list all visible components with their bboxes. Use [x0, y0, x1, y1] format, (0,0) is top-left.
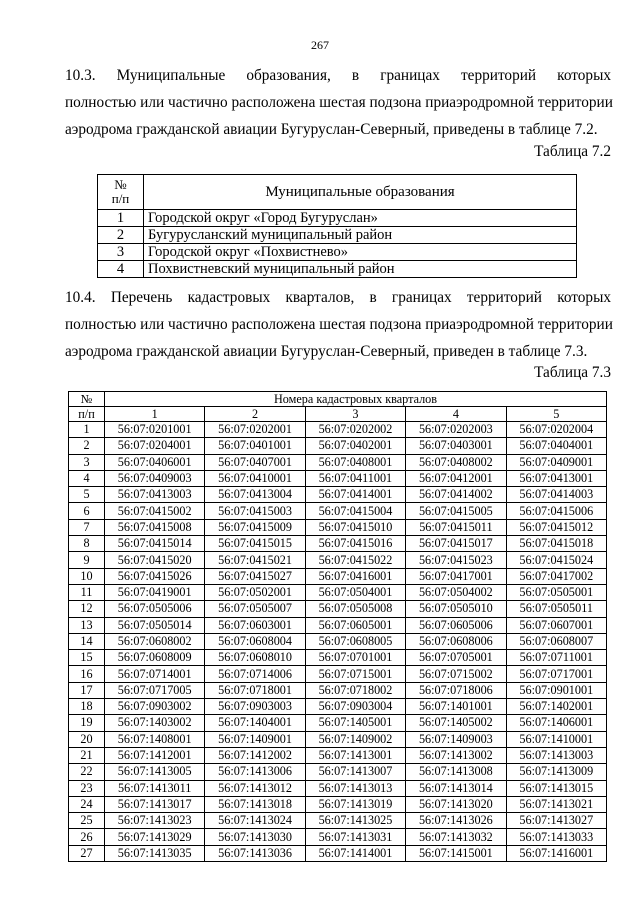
table-row	[69, 536, 607, 552]
table-row	[69, 666, 607, 682]
cadastral-quarter-number: 56:07:1413026	[406, 813, 506, 829]
header-number-symbol: №	[114, 177, 127, 192]
row-number: 22	[69, 764, 105, 780]
table-row	[69, 813, 607, 829]
table-row	[69, 601, 607, 617]
column-header: 4	[406, 407, 506, 422]
cadastral-quarter-number: 56:07:1413017	[105, 796, 205, 812]
cadastral-quarter-number: 56:07:0416001	[305, 568, 405, 584]
municipality-name: Городской округ «Похвистнево»	[144, 244, 577, 261]
cadastral-quarter-number: 56:07:1413001	[305, 747, 405, 763]
table-row	[69, 519, 607, 535]
cadastral-quarter-number: 56:07:0201001	[105, 422, 205, 438]
cadastral-quarter-number: 56:07:1413024	[205, 813, 305, 829]
cadastral-quarter-number: 56:07:1413011	[105, 780, 205, 796]
table-row	[69, 438, 607, 454]
cadastral-quarter-number: 56:07:1403002	[105, 715, 205, 731]
cadastral-quarter-number: 56:07:0403001	[406, 438, 506, 454]
cadastral-quarter-number: 56:07:1413019	[305, 796, 405, 812]
paragraph-line: аэродрома гражданской авиации Бугуруслан-Северный, приведены в таблице 7.2.	[65, 121, 598, 138]
cadastral-quarter-number: 56:07:1409001	[205, 731, 305, 747]
header-number-abbrev: п/п	[69, 407, 105, 422]
table-subheader-row	[69, 407, 607, 422]
cadastral-quarter-number: 56:07:1413013	[305, 780, 405, 796]
cadastral-quarter-number: 56:07:1413025	[305, 813, 405, 829]
paragraph-line: полностью или частично расположена шестая подзона приаэродромной территории	[65, 316, 613, 333]
cadastral-quarter-number: 56:07:0401001	[205, 438, 305, 454]
cadastral-quarter-number: 56:07:1409003	[406, 731, 506, 747]
cadastral-quarter-number: 56:07:1413008	[406, 764, 506, 780]
cadastral-quarter-number: 56:07:0415006	[506, 503, 606, 519]
table-row	[69, 764, 607, 780]
row-number: 1	[69, 422, 105, 438]
cadastral-quarter-number: 56:07:0402001	[305, 438, 405, 454]
cadastral-quarter-number: 56:07:0415011	[406, 519, 506, 535]
row-number: 6	[69, 503, 105, 519]
cadastral-quarter-number: 56:07:1408001	[105, 731, 205, 747]
row-number: 10	[69, 568, 105, 584]
cadastral-quarter-number: 56:07:0505008	[305, 601, 405, 617]
cadastral-quarter-number: 56:07:0903002	[105, 699, 205, 715]
row-number: 2	[69, 438, 105, 454]
cadastral-quarter-number: 56:07:0413003	[105, 487, 205, 503]
municipality-name: Бугурусланский муниципальный район	[144, 227, 577, 244]
row-number: 26	[69, 829, 105, 845]
table-row	[69, 682, 607, 698]
cadastral-quarter-number: 56:07:0412001	[406, 470, 506, 486]
row-number: 17	[69, 682, 105, 698]
cadastral-quarter-number: 56:07:0901001	[506, 682, 606, 698]
cadastral-quarter-number: 56:07:0415022	[305, 552, 405, 568]
cadastral-quarter-number: 56:07:0504001	[305, 584, 405, 600]
cadastral-quarter-number: 56:07:1405001	[305, 715, 405, 731]
cadastral-quarter-number: 56:07:1413030	[205, 829, 305, 845]
cadastral-quarter-number: 56:07:0415004	[305, 503, 405, 519]
cadastral-quarter-number: 56:07:1413031	[305, 829, 405, 845]
table-row	[69, 796, 607, 812]
cadastral-quarter-number: 56:07:0603001	[205, 617, 305, 633]
table-row	[69, 503, 607, 519]
paragraph-line: аэродрома гражданской авиации Бугуруслан-Северный, приведен в таблице 7.3.	[65, 343, 588, 360]
cadastral-quarter-number: 56:07:0414001	[305, 487, 405, 503]
cadastral-quarter-number: 56:07:0505001	[506, 584, 606, 600]
row-number: 7	[69, 519, 105, 535]
table-row	[69, 715, 607, 731]
cadastral-quarter-number: 56:07:0714006	[205, 666, 305, 682]
cadastral-quarter-number: 56:07:0701001	[305, 650, 405, 666]
cadastral-quarter-number: 56:07:0408001	[305, 454, 405, 470]
row-number: 4	[69, 470, 105, 486]
row-number: 19	[69, 715, 105, 731]
table-row	[69, 454, 607, 470]
cadastral-quarter-number: 56:07:0608006	[406, 633, 506, 649]
cadastral-quarter-number: 56:07:1414001	[305, 845, 405, 861]
table-row	[69, 470, 607, 486]
cadastral-quarter-number: 56:07:0607001	[506, 617, 606, 633]
column-header: 5	[506, 407, 606, 422]
cadastral-quarter-number: 56:07:0415009	[205, 519, 305, 535]
cadastral-quarter-number: 56:07:0505007	[205, 601, 305, 617]
table-header-row	[69, 392, 607, 407]
cadastral-quarter-number: 56:07:0705001	[406, 650, 506, 666]
cadastral-quarter-number: 56:07:1404001	[205, 715, 305, 731]
cadastral-quarter-number: 56:07:1413014	[406, 780, 506, 796]
cadastral-quarter-number: 56:07:0608009	[105, 650, 205, 666]
row-number: 24	[69, 796, 105, 812]
cadastral-quarter-number: 56:07:0409001	[506, 454, 606, 470]
table-7-2-caption: Таблица 7.2	[534, 143, 611, 160]
row-number: 12	[69, 601, 105, 617]
cadastral-quarter-number: 56:07:0415005	[406, 503, 506, 519]
cadastral-quarter-number: 56:07:0415008	[105, 519, 205, 535]
cadastral-quarter-number: 56:07:0415016	[305, 536, 405, 552]
column-header: 3	[305, 407, 405, 422]
cadastral-quarter-number: 56:07:0413004	[205, 487, 305, 503]
cadastral-quarter-number: 56:07:0608010	[205, 650, 305, 666]
cadastral-quarter-number: 56:07:1413027	[506, 813, 606, 829]
cadastral-quarter-number: 56:07:0715002	[406, 666, 506, 682]
cadastral-quarter-number: 56:07:1410001	[506, 731, 606, 747]
table-row	[98, 210, 577, 227]
cadastral-quarter-number: 56:07:1413012	[205, 780, 305, 796]
cadastral-quarter-number: 56:07:1413002	[406, 747, 506, 763]
table-7-2	[97, 174, 577, 278]
cadastral-quarter-number: 56:07:1413036	[205, 845, 305, 861]
cadastral-quarter-number: 56:07:0608004	[205, 633, 305, 649]
cadastral-quarter-number: 56:07:0417002	[506, 568, 606, 584]
cadastral-quarter-number: 56:07:0718006	[406, 682, 506, 698]
cadastral-quarter-number: 56:07:0505006	[105, 601, 205, 617]
cadastral-quarter-number: 56:07:0608002	[105, 633, 205, 649]
row-number: 13	[69, 617, 105, 633]
cadastral-quarter-number: 56:07:0408002	[406, 454, 506, 470]
cadastral-quarter-number: 56:07:0415014	[105, 536, 205, 552]
row-number: 25	[69, 813, 105, 829]
cadastral-quarter-number: 56:07:0419001	[105, 584, 205, 600]
table-row	[69, 568, 607, 584]
cadastral-quarter-number: 56:07:0415015	[205, 536, 305, 552]
cadastral-quarter-number: 56:07:1412002	[205, 747, 305, 763]
row-number: 2	[98, 227, 144, 244]
cadastral-quarter-number: 56:07:0202004	[506, 422, 606, 438]
cadastral-quarter-number: 56:07:0415012	[506, 519, 606, 535]
cadastral-quarter-number: 56:07:0415017	[406, 536, 506, 552]
cadastral-quarter-number: 56:07:1413006	[205, 764, 305, 780]
row-number: 8	[69, 536, 105, 552]
cadastral-quarter-number: 56:07:0505014	[105, 617, 205, 633]
cadastral-quarter-number: 56:07:0411001	[305, 470, 405, 486]
table-7-3-caption: Таблица 7.3	[534, 364, 611, 381]
row-number: 9	[69, 552, 105, 568]
cadastral-quarter-number: 56:07:0608005	[305, 633, 405, 649]
cadastral-quarter-number: 56:07:0505011	[506, 601, 606, 617]
paragraph-line: 10.4. Перечень кадастровых кварталов, в границах территорий которых	[65, 289, 611, 306]
cadastral-quarter-number: 56:07:1406001	[506, 715, 606, 731]
cadastral-quarter-number: 56:07:0415002	[105, 503, 205, 519]
table-row	[69, 731, 607, 747]
row-number: 23	[69, 780, 105, 796]
column-header: 1	[105, 407, 205, 422]
column-header: 2	[205, 407, 305, 422]
cadastral-quarter-number: 56:07:0415024	[506, 552, 606, 568]
cadastral-quarter-number: 56:07:0718002	[305, 682, 405, 698]
cadastral-quarter-number: 56:07:0202002	[305, 422, 405, 438]
cadastral-quarter-number: 56:07:1415001	[406, 845, 506, 861]
table-row	[69, 747, 607, 763]
cadastral-quarter-number: 56:07:0202001	[205, 422, 305, 438]
cadastral-quarter-number: 56:07:0718001	[205, 682, 305, 698]
header-name-cell: Муниципальные образования	[144, 175, 577, 210]
cadastral-quarter-number: 56:07:0414003	[506, 487, 606, 503]
cadastral-quarter-number: 56:07:0714001	[105, 666, 205, 682]
cadastral-quarter-number: 56:07:1405002	[406, 715, 506, 731]
table-row	[98, 244, 577, 261]
row-number: 21	[69, 747, 105, 763]
cadastral-quarter-number: 56:07:0415020	[105, 552, 205, 568]
table-header-row	[98, 175, 577, 210]
cadastral-quarter-number: 56:07:0415003	[205, 503, 305, 519]
cadastral-quarter-number: 56:07:0415027	[205, 568, 305, 584]
row-number: 11	[69, 584, 105, 600]
row-number: 4	[98, 261, 144, 278]
cadastral-quarter-number: 56:07:1413020	[406, 796, 506, 812]
cadastral-quarter-number: 56:07:1413032	[406, 829, 506, 845]
cadastral-quarter-number: 56:07:1402001	[506, 699, 606, 715]
cadastral-quarter-number: 56:07:1412001	[105, 747, 205, 763]
table-row	[69, 487, 607, 503]
paragraph-10-3	[65, 62, 611, 143]
page-number: 267	[311, 38, 329, 52]
cadastral-quarter-number: 56:07:1413005	[105, 764, 205, 780]
table-row	[69, 552, 607, 568]
municipality-name: Похвистневский муниципальный район	[144, 261, 577, 278]
cadastral-quarter-number: 56:07:0903003	[205, 699, 305, 715]
cadastral-quarter-number: 56:07:0605001	[305, 617, 405, 633]
cadastral-quarter-number: 56:07:0417001	[406, 568, 506, 584]
row-number: 20	[69, 731, 105, 747]
cadastral-quarter-number: 56:07:0715001	[305, 666, 405, 682]
cadastral-quarter-number: 56:07:0415026	[105, 568, 205, 584]
row-number: 18	[69, 699, 105, 715]
row-number: 16	[69, 666, 105, 682]
cadastral-quarter-number: 56:07:0204001	[105, 438, 205, 454]
paragraph-line: 10.3. Муниципальные образования, в границах территорий которых	[65, 67, 611, 84]
cadastral-quarter-number: 56:07:0409003	[105, 470, 205, 486]
cadastral-quarter-number: 56:07:0410001	[205, 470, 305, 486]
cadastral-quarter-number: 56:07:1413015	[506, 780, 606, 796]
cadastral-quarter-number: 56:07:0415018	[506, 536, 606, 552]
header-number-symbol: №	[69, 392, 105, 407]
cadastral-quarter-number: 56:07:0505010	[406, 601, 506, 617]
cadastral-quarter-number: 56:07:1413035	[105, 845, 205, 861]
cadastral-quarter-number: 56:07:0415010	[305, 519, 405, 535]
cadastral-quarter-number: 56:07:0502001	[205, 584, 305, 600]
cadastral-quarter-number: 56:07:1413033	[506, 829, 606, 845]
row-number: 5	[69, 487, 105, 503]
cadastral-quarter-number: 56:07:0717001	[506, 666, 606, 682]
cadastral-quarter-number: 56:07:1413018	[205, 796, 305, 812]
table-row	[69, 780, 607, 796]
row-number: 3	[69, 454, 105, 470]
cadastral-quarter-number: 56:07:1409002	[305, 731, 405, 747]
cadastral-quarter-number: 56:07:0407001	[205, 454, 305, 470]
cadastral-quarter-number: 56:07:1413021	[506, 796, 606, 812]
row-number: 1	[98, 210, 144, 227]
table-row	[69, 845, 607, 861]
paragraph-line: полностью или частично расположена шестая подзона приаэродромной территории	[65, 94, 613, 111]
table-7-3	[68, 391, 607, 862]
table-row	[69, 617, 607, 633]
row-number: 27	[69, 845, 105, 861]
row-number: 3	[98, 244, 144, 261]
cadastral-quarter-number: 56:07:1413023	[105, 813, 205, 829]
paragraph-10-4	[65, 284, 611, 365]
cadastral-quarter-number: 56:07:0504002	[406, 584, 506, 600]
cadastral-quarter-number: 56:07:0717005	[105, 682, 205, 698]
table-row	[69, 422, 607, 438]
table-row	[69, 584, 607, 600]
cadastral-quarter-number: 56:07:0903004	[305, 699, 405, 715]
cadastral-quarter-number: 56:07:1416001	[506, 845, 606, 861]
cadastral-quarter-number: 56:07:0414002	[406, 487, 506, 503]
cadastral-quarter-number: 56:07:0605006	[406, 617, 506, 633]
table-row	[98, 261, 577, 278]
cadastral-quarter-number: 56:07:1413007	[305, 764, 405, 780]
cadastral-quarter-number: 56:07:0202003	[406, 422, 506, 438]
cadastral-quarter-number: 56:07:0413001	[506, 470, 606, 486]
row-number: 15	[69, 650, 105, 666]
table-row	[69, 829, 607, 845]
cadastral-quarter-number: 56:07:1413003	[506, 747, 606, 763]
table-row	[69, 650, 607, 666]
header-number-cell	[98, 175, 144, 210]
header-group-label: Номера кадастровых кварталов	[105, 392, 607, 407]
row-number: 14	[69, 633, 105, 649]
cadastral-quarter-number: 56:07:0415021	[205, 552, 305, 568]
municipality-name: Городской округ «Город Бугуруслан»	[144, 210, 577, 227]
cadastral-quarter-number: 56:07:1413009	[506, 764, 606, 780]
table-row	[98, 227, 577, 244]
table-row	[69, 699, 607, 715]
cadastral-quarter-number: 56:07:1401001	[406, 699, 506, 715]
header-number-abbrev: п/п	[111, 191, 130, 206]
table-row	[69, 633, 607, 649]
cadastral-quarter-number: 56:07:0404001	[506, 438, 606, 454]
cadastral-quarter-number: 56:07:0406001	[105, 454, 205, 470]
cadastral-quarter-number: 56:07:0608007	[506, 633, 606, 649]
cadastral-quarter-number: 56:07:0711001	[506, 650, 606, 666]
cadastral-quarter-number: 56:07:0415023	[406, 552, 506, 568]
cadastral-quarter-number: 56:07:1413029	[105, 829, 205, 845]
